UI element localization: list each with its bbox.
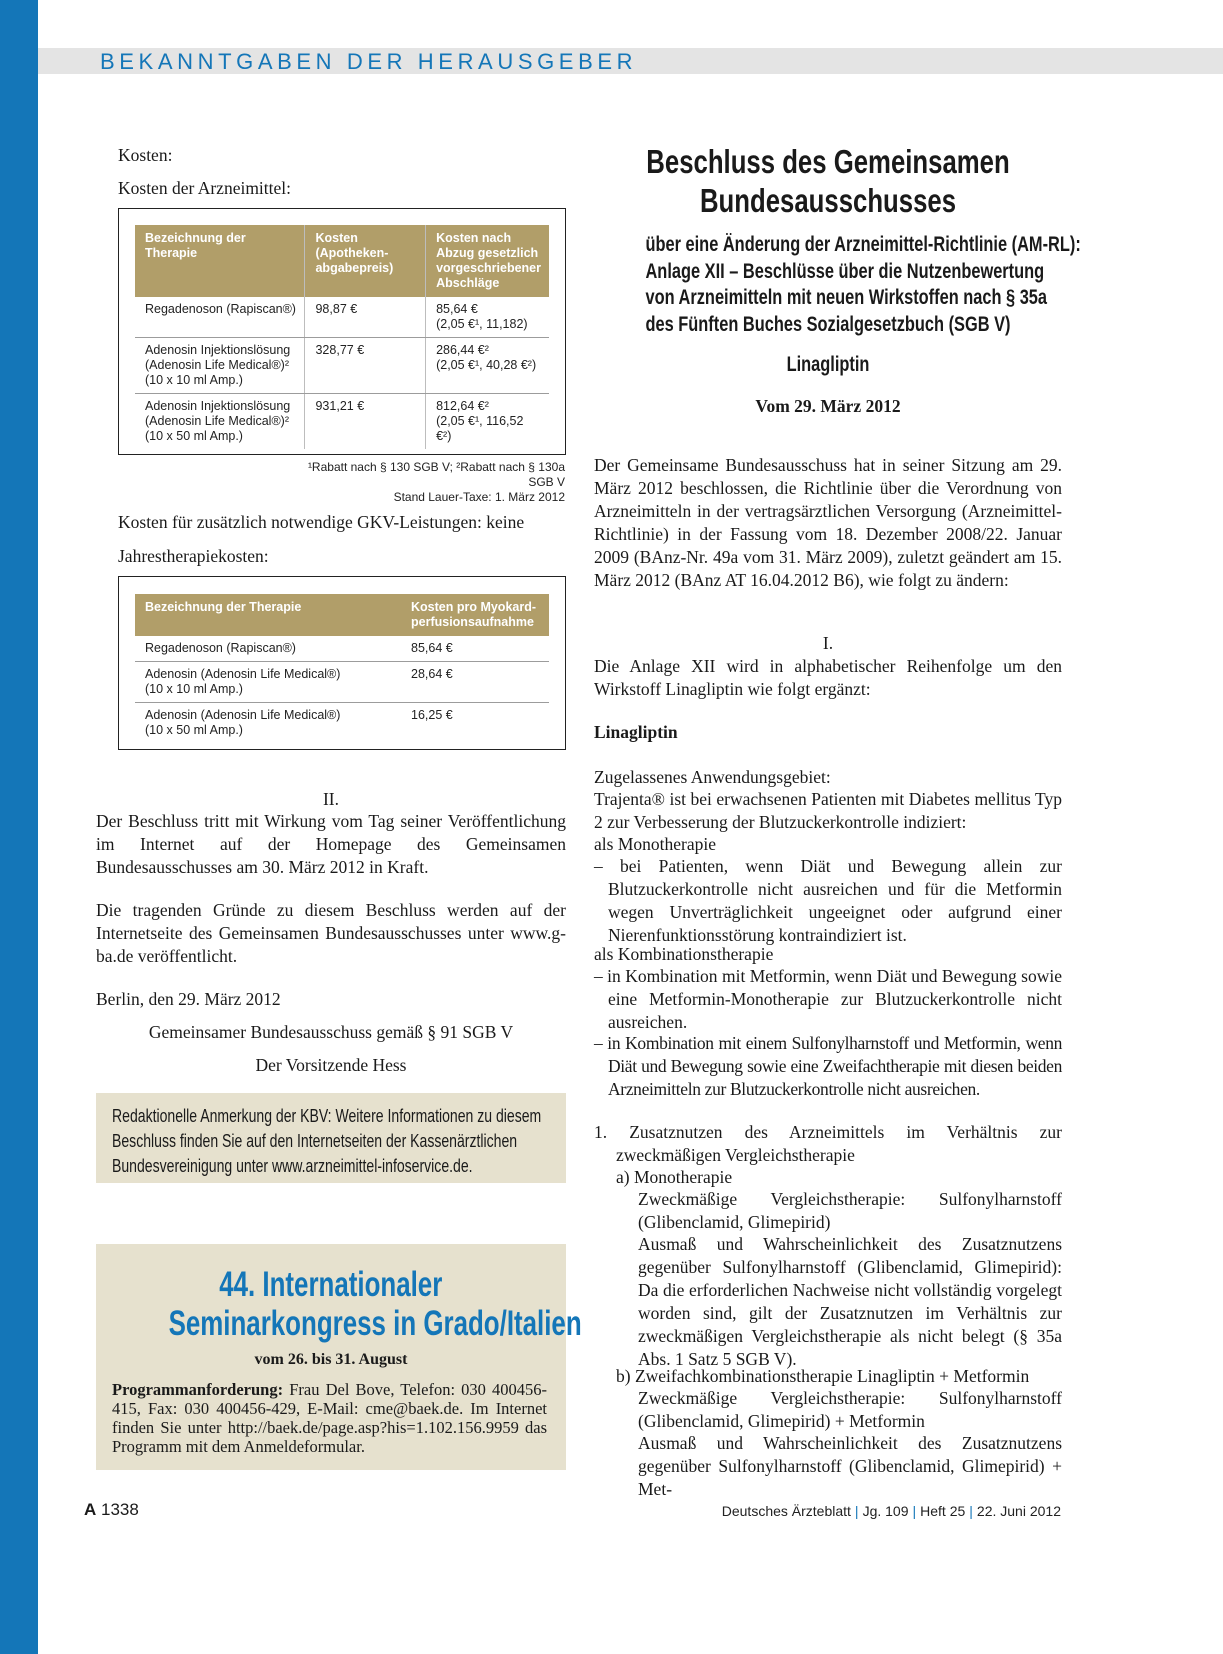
kombi-item-1: – in Kombination mit Metformin, wenn Diät und Bewegung sowie eine Metformin-Monotherapie zur Blutzuckerkontrolle nicht ausreichen. <box>594 966 1062 1032</box>
section-ii: II. <box>322 789 340 809</box>
resolution-title-1: Beschluss des Gemeinsamen <box>646 143 1010 180</box>
therapy-name-cell <box>135 297 305 338</box>
inkraft-paragraph: Der Beschluss tritt mit Wirkung vom Tag seiner Veröffentlichung im Internet auf der Homepage des Gemeinsamen Bundesausschusses am 30. März 2012 in Kraft. <box>96 811 566 877</box>
footnote-stand: Stand Lauer-Taxe: 1. März 2012 <box>393 490 565 504</box>
resolution-subtitle <box>645 232 1081 338</box>
therapy-name-cell-line: (10 x 50 ml Amp.) <box>145 723 243 737</box>
pharmacy-price-cell: 931,21 € <box>305 394 426 450</box>
annual-cost-cell: 16,25 € <box>411 708 453 722</box>
kombi-label: als Kombinationstherapie <box>594 944 774 964</box>
journal-info: Deutsches Ärzteblatt | Jg. 109 | Heft 25 | 22. Juni 2012 <box>721 1503 1061 1519</box>
net-cost-cell <box>426 338 549 394</box>
therapy-name-cell-line: (Adenosin Life Medical®)² <box>145 358 289 372</box>
table-1-header: Kosten (Apotheken-abgabepreis) <box>305 225 426 297</box>
annual-cost-cell: 85,64 € <box>401 636 549 662</box>
seminar-program-text: Frau Del Bove, Telefon: 030 400456-415, Fax: 030 400456-429, E-Mail: cme@baek.de. Im Internet finden Sie unter http://baek.de/page.asp?his=1.102.156.9959 das Programm mit dem Anmeldeformular. <box>112 1380 547 1456</box>
table-1-header: Kosten nach Abzug gesetzlich vorgeschriebener Abschläge <box>426 225 549 297</box>
kombi-item-2: – in Kombination mit einem Sulfonylharnstoff und Metformin, wenn Diät und Bewegung sowie eine Zweifachtherapie mit diesen beiden Arzneimitteln zur Blutzuckerkontrolle nicht ausreichen. <box>594 1033 1062 1099</box>
subtitle-line: des Fünften Buches Sozialgesetzbuch (SGB V) <box>645 312 1011 336</box>
cost-table-2 <box>135 594 549 743</box>
therapy-name-cell-line: Regadenoson (Rapiscan®) <box>145 302 296 316</box>
table-2-header: Kosten pro Myokard-perfusionsaufnahme <box>401 594 549 636</box>
linagliptin-heading: Linagliptin <box>594 722 678 742</box>
mono-item: – bei Patienten, wenn Diät und Bewegung allein zur Blutzuckerkontrolle nicht ausreichen und für die Metformin wegen Unverträglichkeit ungeeignet oder aufgrund einer Nierenfunktionsstörung kontraindiziert ist. <box>594 856 1062 945</box>
point-a-label: a) Monotherapie <box>616 1167 733 1187</box>
page-number-value: 1338 <box>101 1500 139 1519</box>
therapy-name-cell-line: Adenosin (Adenosin Life Medical®) <box>145 708 341 722</box>
signature-chair: Der Vorsitzende Hess <box>255 1055 407 1075</box>
table-row <box>135 297 549 338</box>
net-cost-cell-line: (2,05 €¹, 40,28 €²) <box>436 358 537 372</box>
blue-sidebar <box>0 0 38 1654</box>
therapy-name-cell-line: (10 x 10 ml Amp.) <box>145 682 243 696</box>
therapy-name-cell-line: (10 x 10 ml Amp.) <box>145 373 243 387</box>
subtitle-line: Anlage XII – Beschlüsse über die Nutzenbewertung <box>645 259 1045 283</box>
net-cost-cell <box>426 297 549 338</box>
signature-body: Gemeinsamer Bundesausschuss gemäß § 91 SGB V <box>148 1022 514 1042</box>
point-a-ausmass: Ausmaß und Wahrscheinlichkeit des Zusatznutzens gegenüber Sulfonylharnstoff (Glibenclamid, Glimepirid): Da die erforderlichen Nachweise nicht vollständig vorgelegt worden sind, gilt der Zusatznutzen im Verhältnis zur zweckmäßigen Vergleichstherapie als nicht belegt (§ 35a Abs. 1 Satz 5 SGB V). <box>638 1234 1062 1369</box>
net-cost-cell-line: 286,44 €² <box>436 343 489 357</box>
net-cost-cell-line: (2,05 €¹, 11,182) <box>436 317 528 331</box>
drug-heading: Linagliptin <box>786 353 870 376</box>
journal-date: 22. Juni 2012 <box>976 1503 1061 1519</box>
kbv-note-text: Redaktionelle Anmerkung der KBV: Weitere Informationen zu diesem Beschluss finden Sie auf den Internetseiten der Kassenärztlichen Bundesvereinigung unter www.arzneimittel-infoservice.de. <box>112 1106 542 1176</box>
therapy-name-cell <box>135 394 305 450</box>
point-b-vergleich: Zweckmäßige Vergleichstherapie: Sulfonylharnstoff (Glibenclamid, Glimepirid) + Metformin <box>638 1388 1062 1431</box>
therapy-name-cell-line: Adenosin Injektionslösung <box>145 399 291 413</box>
intro-paragraph: Der Gemeinsame Bundesausschuss hat in seiner Sitzung am 29. März 2012 beschlossen, die Richtlinie über die Verordnung von Arzneimitteln in der vertragsärztlichen Versorgung (Arzneimittel-Richtlinie) in der Fassung vom 18. Dezember 2008/22. Januar 2009 (BAnz-Nr. 49a vom 31. März 2009), zuletzt geändert am 15. März 2012 (BAnz AT 16.04.2012 B6), wie folgt zu ändern: <box>594 455 1062 590</box>
kosten-arzneimittel-label: Kosten der Arzneimittel: <box>118 178 292 198</box>
section-header: BEKANNTGABEN DER HERAUSGEBER <box>100 49 638 74</box>
journal-name: Deutsches Ärzteblatt <box>721 1503 851 1519</box>
footnote-rabatt: ¹Rabatt nach § 130 SGB V; ²Rabatt nach § 130a SGB V <box>307 460 565 489</box>
place-date: Berlin, den 29. März 2012 <box>96 989 281 1009</box>
table-1-footnote <box>280 460 565 505</box>
net-cost-cell <box>426 394 549 450</box>
kosten-label: Kosten: <box>118 145 173 165</box>
journal-volume: Jg. 109 <box>862 1503 909 1519</box>
therapy-name-cell <box>135 338 305 394</box>
pharmacy-price-cell: 98,87 € <box>305 297 426 338</box>
table-2-header: Bezeichnung der Therapie <box>135 594 401 636</box>
pharmacy-price-cell: 328,77 € <box>305 338 426 394</box>
annual-cost-cell: 28,64 € <box>401 662 549 703</box>
section-i: I. <box>822 633 834 653</box>
seminar-program <box>112 1380 547 1456</box>
table-row <box>135 662 549 703</box>
seminar-title-2: Seminarkongress in Grado/Italien <box>168 1304 582 1343</box>
subtitle-line: von Arzneimitteln mit neuen Wirkstoffen nach § 35a <box>645 286 1048 309</box>
page-number <box>84 1500 139 1520</box>
trajenta-paragraph: Trajenta® ist bei erwachsenen Patienten mit Diabetes mellitus Typ 2 zur Verbesserung der Blutzuckerkontrolle indiziert: <box>594 789 1062 832</box>
therapy-name-cell-line: (10 x 50 ml Amp.) <box>145 429 243 443</box>
table-row <box>135 338 549 394</box>
point-1: 1. Zusatznutzen des Arzneimittels im Verhältnis zur zweckmäßigen Vergleichstherapie <box>594 1122 1062 1165</box>
journal-issue: Heft 25 <box>920 1503 966 1519</box>
therapy-name-cell-line: (Adenosin Life Medical®)² <box>145 414 289 428</box>
therapy-name-cell <box>135 636 401 662</box>
jahrestherapiekosten-label: Jahrestherapiekosten: <box>118 546 269 566</box>
seminar-dates: vom 26. bis 31. August <box>254 1351 408 1368</box>
net-cost-cell-line: 85,64 € <box>436 302 478 316</box>
seminar-program-label: Programmanforderung: <box>112 1380 284 1399</box>
therapy-name-cell <box>135 703 401 744</box>
therapy-name-cell-line: Regadenoson (Rapiscan®) <box>145 641 296 655</box>
gruende-paragraph: Die tragenden Gründe zu diesem Beschluss werden auf der Internetseite des Gemeinsamen Bundesausschusses unter www.g-ba.de veröffentlicht. <box>96 900 566 966</box>
therapy-name-cell-line: Adenosin Injektionslösung <box>145 343 291 357</box>
therapy-name-cell-line: Adenosin (Adenosin Life Medical®) <box>145 667 341 681</box>
therapy-name-cell <box>135 662 401 703</box>
net-cost-cell-line: 812,64 €² <box>436 399 489 413</box>
table-row <box>135 703 549 744</box>
subtitle-line: über eine Änderung der Arzneimittel-Richtlinie (AM-RL): <box>645 233 1081 256</box>
cost-table-1 <box>135 225 549 449</box>
gkv-text: Kosten für zusätzlich notwendige GKV-Leistungen: keine <box>118 512 525 532</box>
resolution-date: Vom 29. März 2012 <box>755 396 901 416</box>
page-prefix: A <box>84 1500 97 1519</box>
net-cost-cell-line: (2,05 €¹, 116,52 €²) <box>436 414 524 443</box>
table-1-header: Bezeichnung der Therapie <box>135 225 305 297</box>
resolution-title-2: Bundesausschusses <box>699 182 957 219</box>
zugelassen-label: Zugelassenes Anwendungsgebiet: <box>594 767 831 787</box>
point-b-ausmass: Ausmaß und Wahrscheinlichkeit des Zusatznutzens gegenüber Sulfonylharnstoff (Glibenclamid, Glimepirid) + Met- <box>638 1433 1062 1499</box>
anlage-paragraph: Die Anlage XII wird in alphabetischer Reihenfolge um den Wirkstoff Linagliptin wie folgt ergänzt: <box>594 656 1062 699</box>
table-row <box>135 636 549 662</box>
seminar-title-1: 44. Internationaler <box>219 1265 443 1304</box>
point-a-vergleich: Zweckmäßige Vergleichstherapie: Sulfonylharnstoff (Glibenclamid, Glimepirid) <box>638 1189 1062 1232</box>
mono-label: als Monotherapie <box>594 834 716 854</box>
table-row <box>135 394 549 450</box>
point-b-label: b) Zweifachkombinationstherapie Linagliptin + Metformin <box>616 1366 1030 1386</box>
